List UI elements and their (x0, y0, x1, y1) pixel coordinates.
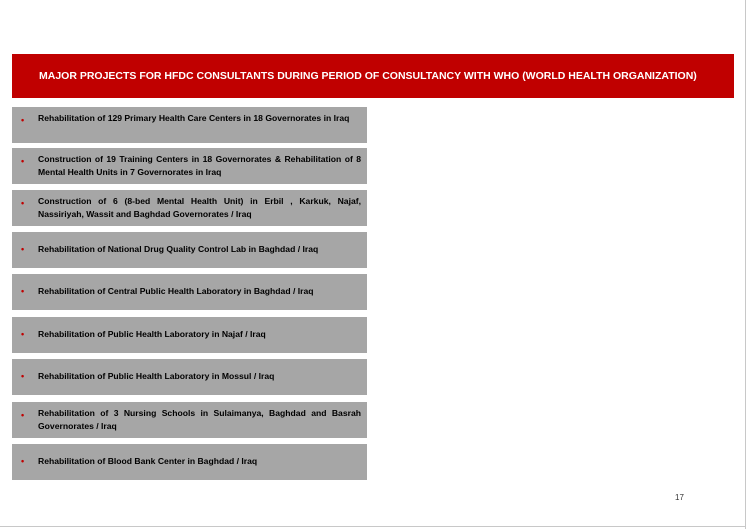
project-item (12, 359, 367, 395)
project-label: Construction of 6 (8-bed Mental Health Unit) in Erbil , Karkuk, Najaf, Nassiriyah, Wassit and Baghdad Governorates / Iraq (38, 196, 361, 219)
project-label: Rehabilitation of Public Health Laboratory in Mossul / Iraq (38, 371, 275, 381)
project-item (12, 232, 367, 268)
project-item (12, 107, 367, 143)
page-border-bottom (0, 526, 746, 527)
project-item (12, 148, 367, 184)
bullet-icon: • (21, 115, 25, 125)
page-border-right (745, 0, 746, 529)
bullet-icon: • (21, 329, 25, 339)
project-label: Rehabilitation of 3 Nursing Schools in Sulaimanya, Baghdad and Basrah Governorates / Iraq (38, 408, 361, 431)
project-label: Rehabilitation of Public Health Laboratory in Najaf / Iraq (38, 329, 266, 339)
project-label: Rehabilitation of 129 Primary Health Care Centers in 18 Governorates in Iraq (38, 113, 350, 123)
bullet-icon: • (21, 371, 25, 381)
project-item (12, 402, 367, 438)
bullet-icon: • (21, 198, 25, 208)
bullet-icon: • (21, 456, 25, 466)
project-item (12, 317, 367, 353)
slide-title-banner (12, 54, 734, 98)
bullet-icon: • (21, 286, 25, 296)
project-label: Rehabilitation of Blood Bank Center in Baghdad / Iraq (38, 456, 258, 466)
project-item (12, 190, 367, 226)
slide-title: MAJOR PROJECTS FOR HFDC CONSULTANTS DURING PERIOD OF CONSULTANCY WITH WHO (WORLD HEALTH ORGANIZATION) (39, 70, 697, 82)
project-label: Rehabilitation of National Drug Quality Control Lab in Baghdad / Iraq (38, 244, 319, 254)
project-label: Construction of 19 Training Centers in 18 Governorates & Rehabilitation of 8 Mental Health Units in 7 Governorates in Iraq (38, 154, 361, 177)
bullet-icon: • (21, 156, 25, 166)
project-label: Rehabilitation of Central Public Health Laboratory in Baghdad / Iraq (38, 286, 314, 296)
project-item (12, 274, 367, 310)
bullet-icon: • (21, 244, 25, 254)
page-number: 17 (675, 493, 684, 502)
project-item (12, 444, 367, 480)
bullet-icon: • (21, 410, 25, 420)
